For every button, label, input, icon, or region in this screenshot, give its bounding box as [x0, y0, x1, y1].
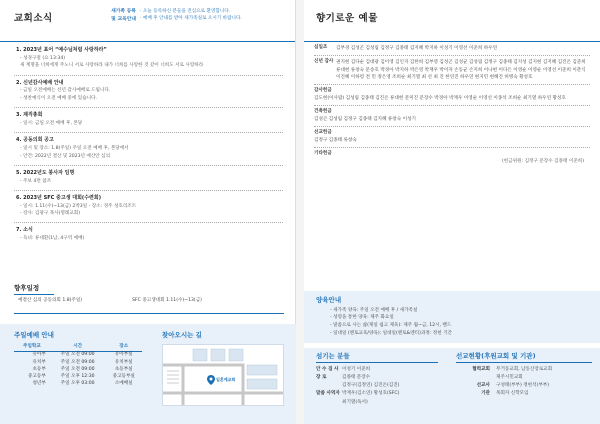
- worship-time: 주일 오후 03:00: [60, 381, 95, 387]
- offering-names: 김정구 김종태 류창숙: [314, 138, 357, 144]
- serving-names: 김종태 문장수: [342, 374, 371, 380]
- news-item-line: - 주보 4면 참조: [20, 178, 52, 184]
- worship-dept: 유아부: [32, 352, 46, 358]
- nurture-section: [304, 291, 600, 343]
- church-marker-label: 일흔예교회: [216, 376, 236, 382]
- serving-role: 장 로: [316, 374, 327, 380]
- newcomer-notes: [140, 8, 290, 23]
- mission-row: [456, 375, 592, 381]
- worship-time: 주일 오전 09:00: [60, 366, 95, 372]
- news-item-line: - 일시: 금일 오전 예배 후, 본당: [20, 121, 83, 126]
- news-item-line: - 강사: 김광구 목사(명례교회): [20, 211, 80, 217]
- worship-place: 중고등부실: [112, 374, 135, 380]
- offering-label: 감사헌금: [314, 88, 332, 94]
- mission-row: [456, 367, 592, 373]
- offering-group: [314, 59, 590, 82]
- divider: [14, 190, 283, 191]
- worship-place: 초등부실: [114, 366, 133, 372]
- news-item: [16, 137, 281, 160]
- church-news-header: [0, 0, 295, 42]
- news-item: [16, 227, 281, 242]
- upcoming-schedule: [14, 284, 284, 314]
- newcomer-tag-line: 및 교육안내: [111, 16, 136, 22]
- divider: [314, 126, 590, 127]
- offering-committee: (헌금위원: 김정구 문장수 김종태 이준희): [502, 159, 584, 165]
- table-row: [14, 351, 142, 359]
- newcomer-note: · 예배 후 안내를 받아 새가족실로 오시기 바랍니다.: [140, 15, 290, 22]
- worship-table: [14, 344, 142, 388]
- worship-dept: 유치부: [32, 359, 46, 365]
- mission-category: 협력교회: [472, 366, 490, 372]
- worship-title: 주일예배 안내: [14, 331, 54, 339]
- serving-names: 최기열(독서): [342, 399, 368, 405]
- offering-names: 김부경 김성곤 김성림 김정구 김종태 김지혜 박지하 이성기 이영선 이준희 하우연: [336, 46, 498, 51]
- divider: [314, 105, 590, 106]
- serving-names: 이성기 이준희: [342, 366, 371, 372]
- mission-category: 기관: [481, 391, 490, 397]
- mission-status: [456, 352, 592, 400]
- offering-label: 십일조: [314, 45, 328, 50]
- nurture-line: - 일대일 (멘토교육/양육): 일대일(멘토&멘티)과정: 정헌 기간: [330, 330, 452, 336]
- worship-guide: [14, 331, 144, 388]
- news-item-title: 6. 2023년 SFC 중고생 대회(수련회): [16, 194, 101, 201]
- divider: [14, 107, 283, 108]
- serving-names: 박재우(김소연) 황성호(SFC): [342, 391, 400, 397]
- newcomer-tag-line: 새가족 등록: [111, 9, 136, 14]
- church-news-title: 교회소식: [14, 13, 53, 24]
- worship-header: 주일학교: [14, 344, 50, 352]
- table-row: [14, 381, 142, 388]
- newcomer-tag: [98, 8, 136, 23]
- worship-dept: 청년부: [32, 381, 46, 387]
- serving-row: [316, 400, 438, 406]
- news-item-line: - 일시: 1.11(수)~13(금) 2박3일 - 장소: 경주 성호리조트: [20, 203, 137, 209]
- serving-role: [316, 400, 342, 406]
- right-page: [304, 0, 600, 424]
- serving-role: 안 수 집 사: [316, 366, 339, 372]
- nurture-line: - 성령을 통한 양육: 제주 화요일: [330, 315, 394, 321]
- news-item-line: - 성찬예식이 오전 예배 중에 있습니다.: [20, 96, 97, 102]
- divider: [14, 222, 283, 223]
- offering-group: [314, 45, 590, 53]
- serving-people: [316, 352, 438, 408]
- news-item: [16, 80, 281, 103]
- mission-row: [456, 383, 592, 389]
- news-item-line: - 성경구절 (요 13:34): [20, 55, 66, 61]
- worship-time: 주일 오전 09:00: [60, 352, 95, 358]
- nurture-title: 양육안내: [316, 296, 342, 304]
- worship-place: 소예배실: [114, 381, 133, 387]
- worship-time: 주일 오전 09:00: [60, 359, 95, 365]
- divider: [14, 165, 283, 166]
- worship-dept: 초등부: [32, 366, 46, 372]
- news-list: [0, 42, 295, 242]
- offering-label: 선교헌금: [314, 130, 332, 136]
- news-item: [16, 47, 281, 70]
- worship-dept: 중고등부: [28, 374, 46, 380]
- schedule-item: 예결산 심의 공동의회 1.8(주일): [18, 297, 83, 303]
- serving-role: [316, 383, 342, 389]
- worship-place: 유아부실: [114, 352, 133, 358]
- map[interactable]: [162, 344, 284, 406]
- mission-value: 구성태(부부) 정현석(부부): [496, 383, 550, 389]
- schedule-item: SFC 중고생대회 1.11(수)~13(금): [132, 297, 202, 303]
- offering-group: [314, 88, 590, 103]
- offerings-title: 향기로운 예물: [316, 13, 378, 24]
- worship-time: 주일 오후 12:30: [60, 374, 95, 380]
- news-item: [16, 195, 281, 218]
- offering-label: 기타헌금: [314, 151, 332, 157]
- serving-row: [316, 367, 438, 373]
- divider: [14, 75, 283, 76]
- offering-names: 김도현(이사람) 김성림 김종태 김진온 류대현 문미진 문장수 박경아 박재우 이영순 이영선 이종석 조희순 최기열 하우연 황성호: [314, 96, 566, 102]
- schedule-row: [14, 298, 284, 304]
- newcomer-note: · 오늘 등록하신 분들을 진심으로 환영합니다.: [140, 8, 290, 15]
- offering-group: [314, 151, 590, 157]
- news-item-title: 7. 소식: [16, 227, 33, 234]
- divider: [314, 55, 590, 56]
- worship-section: [0, 324, 296, 424]
- serving-row: [316, 383, 438, 389]
- serving-title: 섬기는 분들: [316, 352, 438, 363]
- directions-title: 찾아오시는 길: [162, 331, 202, 339]
- map-drawing: [163, 345, 283, 405]
- table-row: [14, 359, 142, 366]
- offering-label: 건축헌금: [314, 109, 332, 115]
- news-item: [16, 170, 281, 185]
- page-gutter: [296, 0, 304, 424]
- news-item-line: 새 계명을 너희에게 주노니 서로 사랑하라 내가 너희를 사랑한 것 같이 너희도 서로 사랑하라: [20, 63, 204, 69]
- mission-value: 목회자 신학모임: [496, 391, 529, 397]
- table-row: [14, 366, 142, 373]
- offering-names: 권지현 김다순 김대광 김이영 김인지 김한희 김부영 김성곤 김성균 김성림 김정구 김종태 김지성 김지현 김지혜 김진온 김준희 류대현 류창숙 문송호 박경아 박지하 박은영 박재우 박이자 손동균 손지희 이나현 이다은 이영순 이영순 이영선 이준희 이춘식 이진혜 이하령 전 민 정은영 조희순 최기열 최 선 최 진 한연진 하우연 현지민 현혜진 허병숙 황성호: [336, 59, 586, 81]
- serving-row: [316, 375, 438, 381]
- mission-category: [456, 375, 496, 381]
- church-marker: [207, 375, 236, 388]
- mission-value: 제주시민교회: [496, 374, 523, 380]
- divider: [14, 132, 283, 133]
- news-item-title: 1. 2023년 표어 “예수님처럼 사랑하라”: [16, 47, 107, 53]
- worship-place: 유치부실: [114, 359, 133, 365]
- news-item-title: 4. 공동의회 공고: [16, 137, 54, 144]
- worship-header: 장소: [106, 344, 143, 352]
- serving-row: [316, 391, 438, 397]
- offering-group: [314, 109, 590, 124]
- nurture-line: - 말씀으로 사는 삶(제일 쉽고 제육): 제주 월~금, 12시, 밴드: [330, 323, 452, 329]
- news-item-title: 5. 2022년도 봉사자 임명: [16, 169, 75, 176]
- left-page: [0, 0, 296, 424]
- news-item-line: - 금일 오전예배는 신년 감사예배로 드립니다.: [20, 88, 111, 94]
- offerings-list: [304, 42, 600, 166]
- schedule-title: 향후일정: [14, 284, 54, 295]
- serving-names: 김정구(김정연) 김진온(김진): [342, 383, 400, 389]
- news-item-line: - 득녀: 류대환(1남, 4구역 예배): [20, 236, 85, 242]
- mission-category: 선교사: [476, 383, 490, 389]
- news-item-title: 2. 신년감사예배 안내: [16, 79, 64, 86]
- offering-label: 신년 감사: [314, 58, 334, 64]
- directions: [162, 331, 288, 406]
- news-item-title: 3. 제직총회: [16, 112, 43, 119]
- news-item-line: - 일시 및 장소: 1.8(주일) 주일 오전 예배 후, 본당에서: [20, 145, 129, 151]
- news-item: [16, 112, 281, 127]
- mission-title: 선교현황(후원교회 및 기관): [456, 352, 592, 363]
- news-item-line: - 안건: 2022년 결산 및 2023년 예산안 심의: [20, 153, 111, 159]
- staff-mission-section: [304, 348, 600, 424]
- divider: [314, 84, 590, 85]
- offering-names: 김성곤 김성림 김정구 김종태 김지혜 류창숙 이성기: [314, 117, 416, 123]
- worship-header: 시간: [50, 344, 106, 352]
- mission-value: 무거동교회, 남동산장로교회: [496, 366, 553, 372]
- divider: [314, 147, 590, 148]
- mission-row: [456, 391, 592, 397]
- nurture-line: - 새가족 양육: 주일 오전 예배 후 / 새가족실: [330, 307, 418, 313]
- divider: [14, 313, 284, 314]
- table-row: [14, 374, 142, 381]
- offering-group: [314, 130, 590, 145]
- serving-role: 말씀 사역자: [316, 391, 340, 397]
- location-pin-icon: [207, 375, 215, 385]
- offerings-header: [304, 0, 600, 42]
